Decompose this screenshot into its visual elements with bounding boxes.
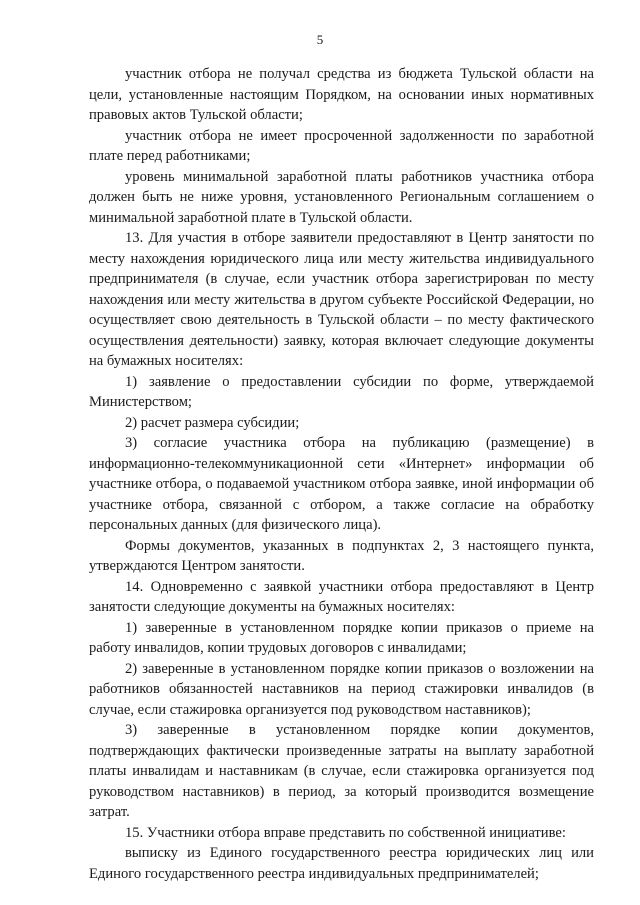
paragraph-condition-no-wage-arrears: участник отбора не имеет просроченной задолженности по заработной плате перед работниками; bbox=[89, 127, 594, 164]
paragraph-forms-note: Формы документов, указанных в подпунктах 2, 3 настоящего пункта, утверждаются Центром занятости. bbox=[89, 537, 594, 574]
paragraph-clause-15: 15. Участники отбора вправе представить по собственной инициативе: bbox=[125, 824, 566, 841]
paragraph-clause-15-extract: выписку из Единого государственного реестра юридических лиц или Единого государственного реестра индивидуальных предпринимателей; bbox=[89, 845, 594, 882]
paragraph-condition-no-budget-funds: участник отбора не получал средства из бюджета Тульской области на цели, установленные настоящим Порядком, на основании иных нормативных правовых актов Тульской области; bbox=[89, 66, 594, 123]
page-number: 5 bbox=[316, 32, 324, 47]
paragraph-condition-minimum-wage: уровень минимальной заработной платы работников участника отбора должен быть не ниже уровня, установленного Региональным соглашением о минимальной заработной плате в Тульской области. bbox=[89, 168, 594, 226]
paragraph-clause-13-item-3: 3) согласие участника отбора на публикацию (размещение) в информационно-телекоммуникационной сети «Интернет» информации об участнике отбора, о подаваемой участником отбора заявке, иной информации об участнике отбора, связанной с отбором, а также согласие на обработку персональных данных (для физического лица). bbox=[89, 435, 594, 533]
paragraph-clause-13: 13. Для участия в отборе заявители предоставляют в Центр занятости по месту нахождения юридического лица или месту жительства индивидуального предпринимателя (в случае, если участник отбора зарегистрирован по месту нахождения или месту жительства в другом субъекте Российской Федерации, но осуществляет свою деятельность в Тульской области – по месту фактического осуществления деятельности) заявку, которая включает следующие документы на бумажных носителях: bbox=[89, 230, 594, 369]
paragraph-clause-14-item-3: 3) заверенные в установленном порядке копии документов, подтверждающих фактически произведенные затраты на выплату заработной платы инвалидам и наставникам (в случае, если стажировка организуется под руководством наставников) в период, за который производится возмещение затрат. bbox=[89, 722, 594, 820]
paragraph-clause-14-item-2: 2) заверенные в установленном порядке копии приказов о возложении на работников обязанностей наставников на период стажировки инвалидов (в случае, если стажировка организуется под руководством наставников); bbox=[89, 660, 594, 718]
paragraph-clause-14: 14. Одновременно с заявкой участники отбора предоставляют в Центр занятости следующие документы на бумажных носителях: bbox=[89, 578, 594, 615]
paragraph-clause-13-item-2: 2) расчет размера субсидии; bbox=[125, 414, 300, 431]
paragraph-clause-13-item-1: 1) заявление о предоставлении субсидии по форме, утверждаемой Министерством; bbox=[89, 373, 594, 410]
paragraph-clause-14-item-1: 1) заверенные в установленном порядке копии приказов о приеме на работу инвалидов, копии трудовых договоров с инвалидами; bbox=[89, 619, 594, 656]
document-body bbox=[89, 64, 594, 884]
